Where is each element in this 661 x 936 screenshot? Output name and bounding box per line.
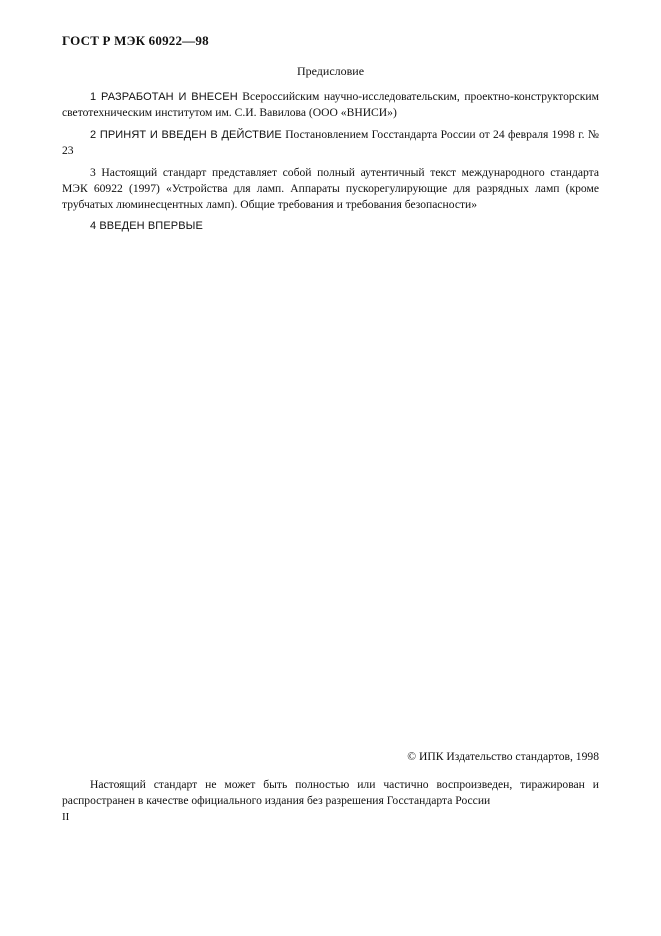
foreword-title [0,64,661,79]
foreword-item-3 [62,165,599,213]
foreword-title-text: Предисловие [296,64,365,78]
foreword-item-2-lead: 2 ПРИНЯТ И ВВЕДЕН В ДЕЙСТВИЕ [90,129,282,141]
standard-code-header: ГОСТ Р МЭК 60922—98 [62,33,209,48]
foreword-item-4-lead: 4 ВВЕДЕН ВПЕРВЫЕ [90,220,203,232]
copyright-line: © ИПК Издательство стандартов, 1998 [407,750,599,763]
foreword-item-2 [62,127,599,159]
reproduction-notice: Настоящий стандарт не может быть полностью или частично воспроизведен, тиражирован и распространен в качестве официального издания без разрешения Госстандарта России [62,778,599,807]
foreword-item-4 [62,218,599,234]
foreword-item-1-text: Всероссийским научно-исследовательским, проектно-конструкторским светотехническим институтом им. С.И. Вавилова (ООО «ВНИСИ») [62,90,599,119]
foreword-item-1-lead: 1 РАЗРАБОТАН И ВНЕСЕН [90,91,238,103]
foreword-item-3-text: 3 Настоящий стандарт представляет собой полный аутентичный текст международного стандарта МЭК 60922 (1997) «Устройства для ламп. Аппараты пускорегулирующие для разрядных ламп (кроме трубчатых люминесцентных ламп). Общие требования и требования безопасности» [62,166,599,211]
foreword-item-2-text: Постановлением Госстандарта России от 24 февраля 1998 г. № 23 [62,128,599,157]
page-number: II [62,811,70,823]
foreword-item-1 [62,89,599,121]
